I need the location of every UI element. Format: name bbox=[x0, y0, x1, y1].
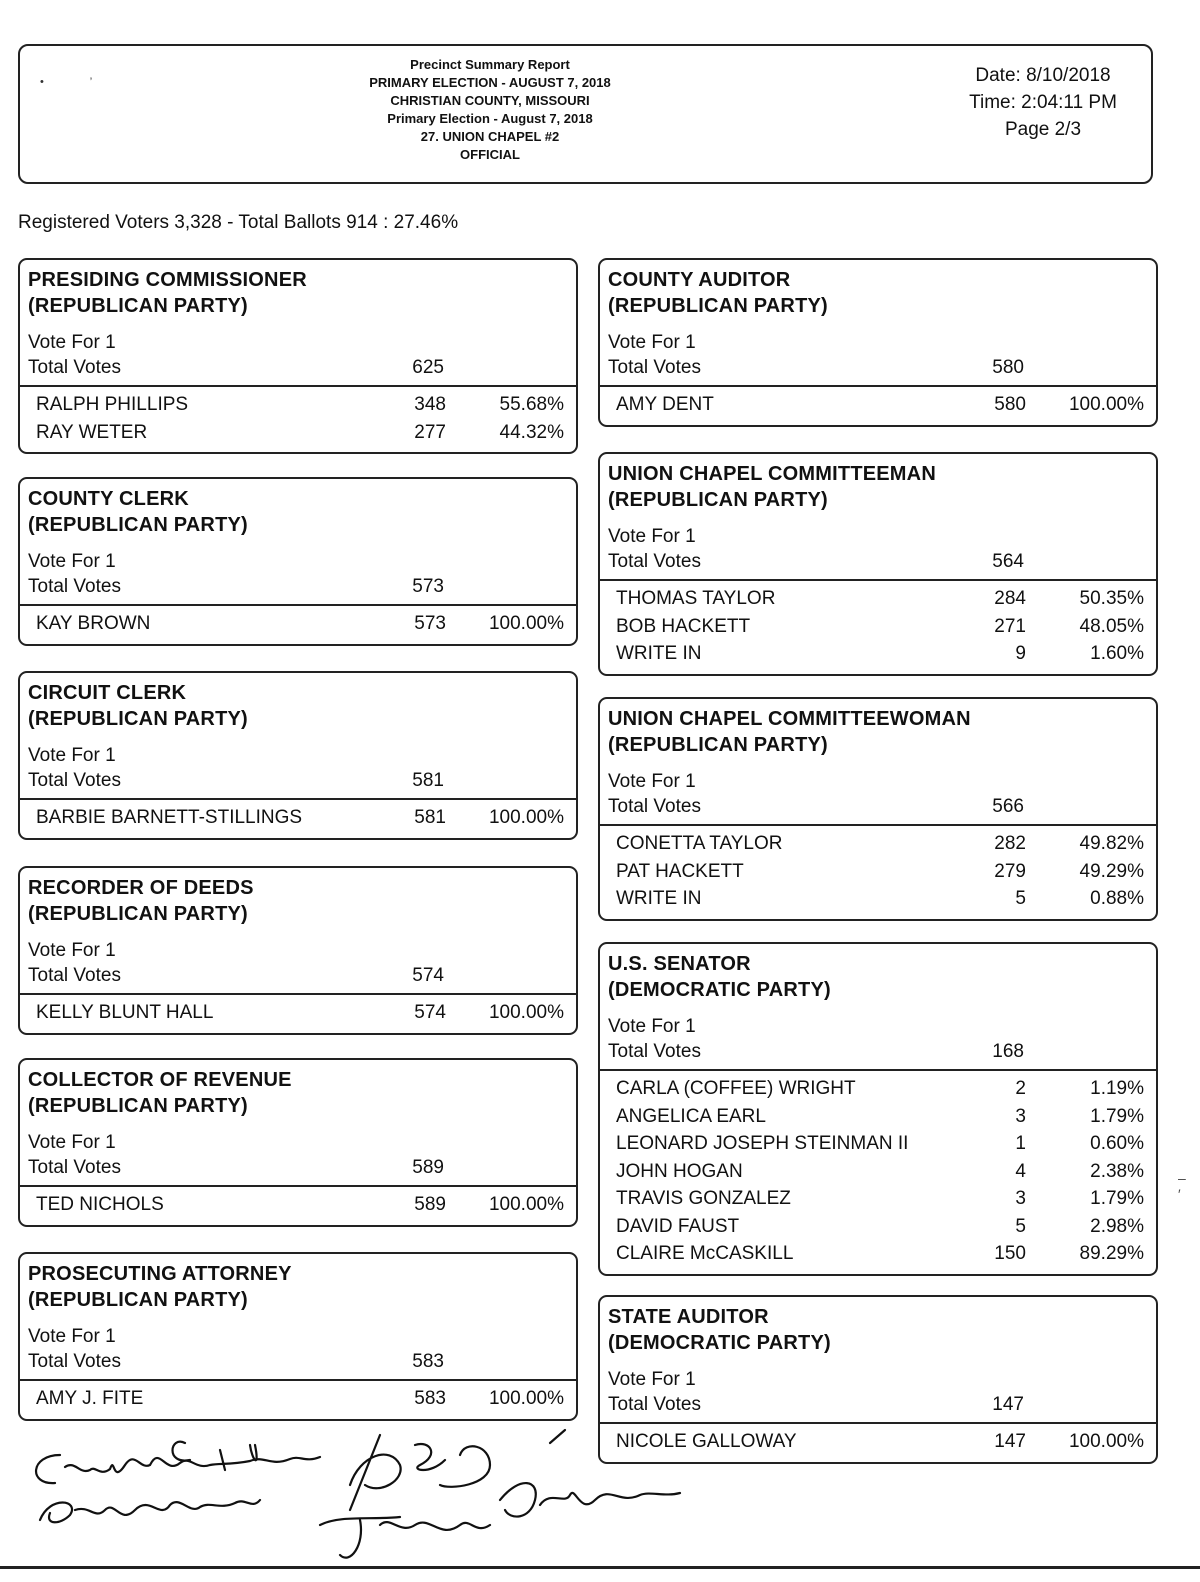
candidate-name: JOHN HOGAN bbox=[616, 1160, 743, 1182]
candidate-name: KELLY BLUNT HALL bbox=[36, 1002, 214, 1023]
race-title bbox=[20, 479, 576, 538]
vote-for-label: Vote For 1 bbox=[608, 1016, 696, 1037]
race-title bbox=[600, 260, 1156, 319]
candidate-row bbox=[600, 1130, 1156, 1158]
race-box bbox=[598, 942, 1158, 1276]
candidate-percent: 55.68% bbox=[499, 394, 564, 415]
candidate-name: CARLA (COFFEE) WRIGHT bbox=[616, 1078, 856, 1099]
candidate-votes: 1 bbox=[1015, 1133, 1026, 1154]
candidate-row bbox=[600, 858, 1156, 886]
candidate-row bbox=[600, 1158, 1156, 1186]
report-header bbox=[18, 44, 1153, 184]
candidate-percent: 2.38% bbox=[1090, 1160, 1144, 1182]
candidate-name: AMY J. FITE bbox=[36, 1388, 144, 1409]
total-votes-label: Total Votes bbox=[28, 357, 121, 378]
scan-marks: • ’ bbox=[40, 76, 93, 88]
candidate-votes: 284 bbox=[994, 588, 1026, 609]
candidate-name: WRITE IN bbox=[616, 643, 702, 664]
total-votes-label: Total Votes bbox=[608, 551, 701, 572]
candidate-votes: 2 bbox=[1015, 1078, 1026, 1099]
office-name: STATE AUDITOR bbox=[608, 1306, 769, 1328]
official-label: OFFICIAL bbox=[460, 147, 520, 162]
candidate-row bbox=[600, 585, 1156, 613]
candidate-votes: 574 bbox=[414, 1002, 446, 1023]
candidate-votes: 583 bbox=[414, 1388, 446, 1409]
candidate-votes: 279 bbox=[994, 860, 1026, 882]
candidate-name: TRAVIS GONZALEZ bbox=[616, 1188, 791, 1209]
candidate-votes: 5 bbox=[1015, 1215, 1026, 1237]
office-name: COLLECTOR OF REVENUE bbox=[28, 1069, 292, 1091]
total-votes-label: Total Votes bbox=[28, 1351, 121, 1372]
candidate-name: DAVID FAUST bbox=[616, 1215, 740, 1237]
race-title bbox=[20, 1254, 576, 1313]
race-title bbox=[20, 868, 576, 927]
total-votes-row bbox=[20, 768, 576, 794]
total-votes-row bbox=[20, 1349, 576, 1375]
report-time: Time: 2:04:11 PM bbox=[969, 92, 1117, 113]
total-votes-row bbox=[600, 1039, 1156, 1065]
candidate-row bbox=[600, 391, 1156, 419]
divider bbox=[20, 1185, 576, 1187]
total-votes-value: 168 bbox=[992, 1041, 1024, 1062]
report-title: Precinct Summary Report bbox=[410, 57, 570, 72]
vote-for-label: Vote For 1 bbox=[28, 332, 116, 353]
candidate-row bbox=[600, 1103, 1156, 1131]
page-number: Page 2/3 bbox=[1004, 119, 1082, 140]
total-votes-row bbox=[20, 574, 576, 600]
candidate-percent: 100.00% bbox=[488, 1388, 564, 1409]
candidate-votes: 581 bbox=[414, 807, 446, 828]
race-title bbox=[20, 260, 576, 319]
candidate-name: LEONARD JOSEPH STEINMAN II bbox=[616, 1133, 909, 1154]
total-votes-value: 574 bbox=[412, 965, 444, 986]
party-name: (REPUBLICAN PARTY) bbox=[608, 295, 828, 317]
candidate-name: CONETTA TAYLOR bbox=[616, 833, 783, 854]
divider bbox=[600, 579, 1156, 581]
party-name: (REPUBLICAN PARTY) bbox=[608, 489, 828, 511]
election-subtitle: Primary Election - August 7, 2018 bbox=[387, 111, 593, 126]
candidate-percent: 44.32% bbox=[499, 421, 564, 443]
party-name: (DEMOCRATIC PARTY) bbox=[608, 979, 831, 1001]
total-votes-value: 580 bbox=[992, 357, 1024, 378]
total-votes-row bbox=[20, 963, 576, 989]
candidate-votes: 277 bbox=[414, 421, 446, 443]
race-box bbox=[18, 1058, 578, 1227]
race-box bbox=[598, 697, 1158, 921]
party-name: (REPUBLICAN PARTY) bbox=[28, 708, 248, 730]
candidate-votes: 580 bbox=[994, 394, 1026, 415]
party-name: (REPUBLICAN PARTY) bbox=[28, 514, 248, 536]
turnout-summary: Registered Voters 3,328 - Total Ballots 914 : 27.46% bbox=[18, 212, 459, 233]
race-box bbox=[18, 258, 578, 454]
candidate-row bbox=[20, 391, 576, 419]
candidate-percent: 100.00% bbox=[1068, 394, 1144, 415]
candidate-name: THOMAS TAYLOR bbox=[616, 588, 776, 609]
office-name: PROSECUTING ATTORNEY bbox=[28, 1263, 292, 1285]
divider bbox=[20, 798, 576, 800]
total-votes-row bbox=[600, 1392, 1156, 1418]
candidate-votes: 348 bbox=[414, 394, 446, 415]
candidate-votes: 271 bbox=[994, 615, 1026, 637]
divider bbox=[20, 1379, 576, 1381]
candidate-name: RAY WETER bbox=[36, 421, 148, 443]
candidate-votes: 573 bbox=[414, 613, 446, 634]
divider bbox=[20, 385, 576, 387]
candidate-row bbox=[20, 610, 576, 638]
candidate-percent: 2.98% bbox=[1090, 1215, 1144, 1237]
office-name: UNION CHAPEL COMMITTEEWOMAN bbox=[608, 708, 971, 730]
total-votes-label: Total Votes bbox=[608, 357, 701, 378]
candidate-percent: 100.00% bbox=[488, 613, 564, 634]
vote-for-label: Vote For 1 bbox=[28, 551, 116, 572]
total-votes-row bbox=[600, 355, 1156, 381]
candidate-percent: 49.29% bbox=[1079, 860, 1144, 882]
total-votes-label: Total Votes bbox=[28, 1157, 121, 1178]
race-title bbox=[20, 1060, 576, 1119]
candidate-percent: 100.00% bbox=[488, 807, 564, 828]
party-name: (REPUBLICAN PARTY) bbox=[28, 295, 248, 317]
candidate-name: BOB HACKETT bbox=[616, 615, 751, 637]
race-title bbox=[600, 454, 1156, 513]
candidate-row bbox=[600, 1185, 1156, 1213]
vote-for-label: Vote For 1 bbox=[28, 940, 116, 961]
candidate-name: TED NICHOLS bbox=[36, 1194, 164, 1215]
scan-edge-mark: – ′ bbox=[1178, 1170, 1186, 1202]
total-votes-label: Total Votes bbox=[28, 770, 121, 791]
candidate-percent: 1.19% bbox=[1090, 1078, 1144, 1099]
office-name: COUNTY CLERK bbox=[28, 488, 189, 510]
total-votes-value: 147 bbox=[992, 1394, 1024, 1415]
total-votes-row bbox=[600, 794, 1156, 820]
total-votes-value: 573 bbox=[412, 576, 444, 597]
candidate-votes: 4 bbox=[1015, 1160, 1026, 1182]
race-box bbox=[598, 452, 1158, 676]
race-box bbox=[18, 1252, 578, 1421]
total-votes-label: Total Votes bbox=[28, 965, 121, 986]
total-votes-value: 625 bbox=[412, 357, 444, 378]
candidate-votes: 3 bbox=[1015, 1105, 1026, 1127]
total-votes-row bbox=[20, 355, 576, 381]
party-name: (REPUBLICAN PARTY) bbox=[28, 903, 248, 925]
candidate-name: WRITE IN bbox=[616, 888, 702, 909]
candidate-name: NICOLE GALLOWAY bbox=[616, 1431, 797, 1452]
party-name: (REPUBLICAN PARTY) bbox=[608, 734, 828, 756]
race-box bbox=[18, 477, 578, 646]
race-title bbox=[600, 1297, 1156, 1356]
total-votes-value: 589 bbox=[412, 1157, 444, 1178]
total-votes-label: Total Votes bbox=[608, 1041, 701, 1062]
candidate-row bbox=[600, 885, 1156, 913]
candidate-row bbox=[20, 1385, 576, 1413]
candidate-row bbox=[600, 830, 1156, 858]
divider bbox=[20, 604, 576, 606]
report-title-block bbox=[290, 56, 690, 164]
divider bbox=[20, 993, 576, 995]
candidate-percent: 89.29% bbox=[1079, 1243, 1144, 1264]
official-signatures bbox=[20, 1425, 700, 1575]
candidate-percent: 0.88% bbox=[1090, 888, 1144, 909]
candidate-row bbox=[600, 1213, 1156, 1241]
candidate-row bbox=[20, 1191, 576, 1219]
candidate-percent: 1.60% bbox=[1090, 643, 1144, 664]
race-box bbox=[598, 258, 1158, 427]
candidate-percent: 49.82% bbox=[1079, 833, 1144, 854]
total-votes-value: 581 bbox=[412, 770, 444, 791]
candidate-row bbox=[20, 999, 576, 1027]
race-title bbox=[600, 699, 1156, 758]
divider bbox=[600, 1422, 1156, 1424]
vote-for-label: Vote For 1 bbox=[608, 526, 696, 547]
candidate-row bbox=[600, 613, 1156, 641]
candidate-votes: 5 bbox=[1015, 888, 1026, 909]
candidate-votes: 282 bbox=[994, 833, 1026, 854]
divider bbox=[600, 824, 1156, 826]
candidate-votes: 150 bbox=[994, 1243, 1026, 1264]
vote-for-label: Vote For 1 bbox=[608, 1369, 696, 1390]
vote-for-label: Vote For 1 bbox=[28, 1132, 116, 1153]
report-meta bbox=[943, 62, 1143, 143]
vote-for-label: Vote For 1 bbox=[608, 771, 696, 792]
party-name: (REPUBLICAN PARTY) bbox=[28, 1095, 248, 1117]
vote-for-label: Vote For 1 bbox=[608, 332, 696, 353]
total-votes-row bbox=[20, 1155, 576, 1181]
candidate-name: CLAIRE McCASKILL bbox=[616, 1243, 794, 1264]
race-box bbox=[18, 866, 578, 1035]
total-votes-label: Total Votes bbox=[608, 796, 701, 817]
candidate-percent: 100.00% bbox=[488, 1002, 564, 1023]
candidate-name: AMY DENT bbox=[616, 394, 714, 415]
office-name: COUNTY AUDITOR bbox=[608, 269, 791, 291]
page-bottom-edge bbox=[0, 1566, 1200, 1569]
total-votes-row bbox=[600, 549, 1156, 575]
report-date: Date: 8/10/2018 bbox=[975, 65, 1111, 86]
office-name: UNION CHAPEL COMMITTEEMAN bbox=[608, 463, 936, 485]
divider bbox=[600, 385, 1156, 387]
vote-for-label: Vote For 1 bbox=[28, 1326, 116, 1347]
candidate-votes: 589 bbox=[414, 1194, 446, 1215]
candidate-row bbox=[600, 1240, 1156, 1268]
vote-for-label: Vote For 1 bbox=[28, 745, 116, 766]
candidate-name: PAT HACKETT bbox=[616, 860, 744, 882]
candidate-row bbox=[20, 804, 576, 832]
total-votes-label: Total Votes bbox=[28, 576, 121, 597]
office-name: PRESIDING COMMISSIONER bbox=[28, 269, 307, 291]
race-box bbox=[18, 671, 578, 840]
candidate-name: ANGELICA EARL bbox=[616, 1105, 766, 1127]
race-title bbox=[600, 944, 1156, 1003]
total-votes-value: 564 bbox=[992, 551, 1024, 572]
election-name: PRIMARY ELECTION - AUGUST 7, 2018 bbox=[369, 75, 611, 90]
total-votes-label: Total Votes bbox=[608, 1394, 701, 1415]
candidate-row bbox=[600, 640, 1156, 668]
candidate-name: RALPH PHILLIPS bbox=[36, 394, 189, 415]
candidate-votes: 147 bbox=[994, 1431, 1026, 1452]
candidate-percent: 100.00% bbox=[488, 1194, 564, 1215]
precinct-name: 27. UNION CHAPEL #2 bbox=[420, 129, 560, 144]
candidate-percent: 1.79% bbox=[1090, 1105, 1144, 1127]
total-votes-value: 566 bbox=[992, 796, 1024, 817]
county-name: CHRISTIAN COUNTY, MISSOURI bbox=[390, 93, 590, 108]
divider bbox=[600, 1069, 1156, 1071]
office-name: U.S. SENATOR bbox=[608, 953, 751, 975]
party-name: (REPUBLICAN PARTY) bbox=[28, 1289, 248, 1311]
candidate-name: KAY BROWN bbox=[36, 613, 151, 634]
candidate-percent: 50.35% bbox=[1079, 588, 1144, 609]
race-title bbox=[20, 673, 576, 732]
office-name: CIRCUIT CLERK bbox=[28, 682, 187, 704]
candidate-percent: 100.00% bbox=[1068, 1431, 1144, 1452]
candidate-percent: 0.60% bbox=[1090, 1133, 1144, 1154]
candidate-percent: 1.79% bbox=[1090, 1188, 1144, 1209]
party-name: (DEMOCRATIC PARTY) bbox=[608, 1332, 831, 1354]
candidate-votes: 3 bbox=[1015, 1188, 1026, 1209]
office-name: RECORDER OF DEEDS bbox=[28, 877, 254, 899]
candidate-name: BARBIE BARNETT-STILLINGS bbox=[36, 807, 303, 828]
candidate-votes: 9 bbox=[1015, 643, 1026, 664]
candidate-row bbox=[600, 1075, 1156, 1103]
candidate-percent: 48.05% bbox=[1079, 615, 1144, 637]
candidate-row bbox=[20, 419, 576, 447]
total-votes-value: 583 bbox=[412, 1351, 444, 1372]
